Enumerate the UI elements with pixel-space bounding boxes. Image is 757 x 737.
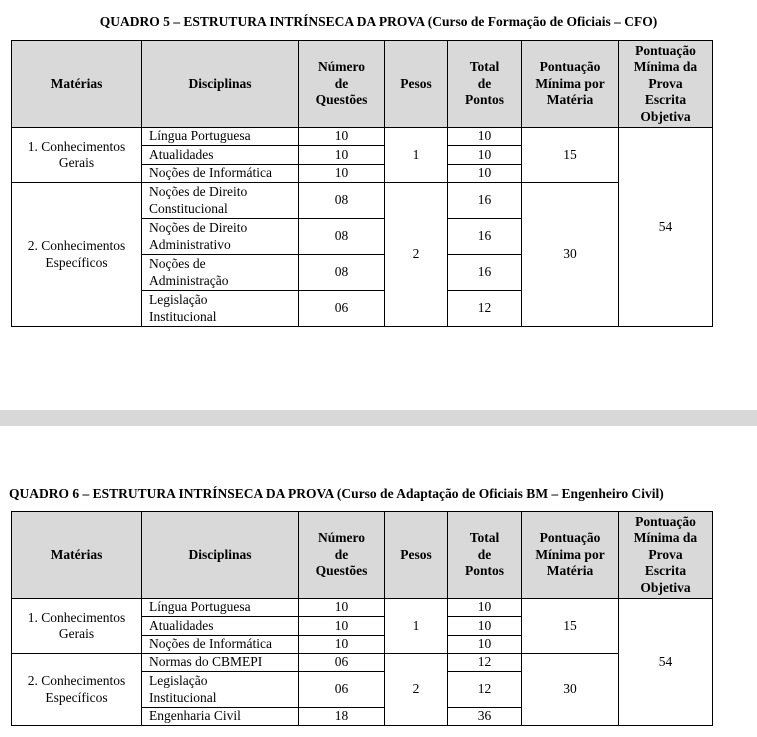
header-pontuacao-minima-materia: Pontuação Mínima por Matéria <box>522 512 619 599</box>
pontos-cell: 10 <box>448 599 522 617</box>
header-pontuacao-minima-materia: Pontuação Mínima por Matéria <box>522 41 619 128</box>
disciplina-cell: Normas do CBMEPI <box>142 654 299 672</box>
materia-cell: 2. Conhecimentos Específicos <box>12 654 142 726</box>
pontos-cell: 10 <box>448 146 522 165</box>
disciplina-cell: Noções de Informática <box>142 165 299 183</box>
questoes-cell: 10 <box>299 128 385 146</box>
pontos-cell: 16 <box>448 255 522 291</box>
materia-cell: 1. Conhecimentos Gerais <box>12 599 142 654</box>
page-quadro-6 <box>0 426 757 737</box>
pontuacao-prova-cell: 54 <box>619 128 713 327</box>
questoes-cell: 08 <box>299 183 385 219</box>
pontuacao-minima-cell: 15 <box>522 128 619 183</box>
header-row <box>12 512 713 599</box>
questoes-cell: 06 <box>299 654 385 672</box>
questoes-cell: 10 <box>299 599 385 617</box>
disciplina-cell: Atualidades <box>142 146 299 165</box>
header-materias: Matérias <box>12 41 142 128</box>
questoes-cell: 08 <box>299 219 385 255</box>
pontos-cell: 10 <box>448 617 522 636</box>
peso-cell: 2 <box>385 654 448 726</box>
quadro-5-table <box>11 40 713 327</box>
pontos-cell: 12 <box>448 672 522 708</box>
peso-cell: 1 <box>385 599 448 654</box>
pontuacao-minima-cell: 30 <box>522 654 619 726</box>
table-row <box>12 599 713 617</box>
pontos-cell: 10 <box>448 636 522 654</box>
questoes-cell: 10 <box>299 165 385 183</box>
questoes-cell: 18 <box>299 708 385 726</box>
peso-cell: 2 <box>385 183 448 327</box>
questoes-cell: 10 <box>299 636 385 654</box>
table-row <box>12 654 713 672</box>
header-pesos: Pesos <box>385 41 448 128</box>
quadro-5-title: QUADRO 5 – ESTRUTURA INTRÍNSECA DA PROVA (Curso de Formação de Oficiais – CFO) <box>99 14 658 29</box>
header-materias: Matérias <box>12 512 142 599</box>
pontos-cell: 16 <box>448 183 522 219</box>
disciplina-cell: Noções de Informática <box>142 636 299 654</box>
pontos-cell: 10 <box>448 128 522 146</box>
questoes-cell: 06 <box>299 291 385 327</box>
disciplina-cell: Noções de Direito Administrativo <box>142 219 299 255</box>
pontos-cell: 10 <box>448 165 522 183</box>
table-row <box>12 183 713 219</box>
pontuacao-prova-cell: 54 <box>619 599 713 726</box>
page-gap <box>0 410 757 426</box>
questoes-cell: 06 <box>299 672 385 708</box>
header-row <box>12 41 713 128</box>
header-total-pontos: Total de Pontos <box>448 41 522 128</box>
disciplina-cell: Legislação Institucional <box>142 291 299 327</box>
header-numero-questoes: Número de Questões <box>299 512 385 599</box>
questoes-cell: 08 <box>299 255 385 291</box>
questoes-cell: 10 <box>299 617 385 636</box>
disciplina-cell: Noções de Administração <box>142 255 299 291</box>
disciplina-cell: Engenharia Civil <box>142 708 299 726</box>
disciplina-cell: Legislação Institucional <box>142 672 299 708</box>
materia-cell: 2. Conhecimentos Específicos <box>12 183 142 327</box>
disciplina-cell: Língua Portuguesa <box>142 128 299 146</box>
pontos-cell: 12 <box>448 654 522 672</box>
pontos-cell: 16 <box>448 219 522 255</box>
header-pontuacao-minima-prova: Pontuação Mínima da Prova Escrita Objetiva <box>619 512 713 599</box>
peso-cell: 1 <box>385 128 448 183</box>
quadro-6-table <box>11 511 713 726</box>
header-numero-questoes: Número de Questões <box>299 41 385 128</box>
header-disciplinas: Disciplinas <box>142 41 299 128</box>
pontos-cell: 36 <box>448 708 522 726</box>
pontuacao-minima-cell: 30 <box>522 183 619 327</box>
pontuacao-minima-cell: 15 <box>522 599 619 654</box>
header-disciplinas: Disciplinas <box>142 512 299 599</box>
table-row <box>12 128 713 146</box>
header-pesos: Pesos <box>385 512 448 599</box>
materia-cell: 1. Conhecimentos Gerais <box>12 128 142 183</box>
header-total-pontos: Total de Pontos <box>448 512 522 599</box>
disciplina-cell: Língua Portuguesa <box>142 599 299 617</box>
quadro-6-title: QUADRO 6 – ESTRUTURA INTRÍNSECA DA PROVA (Curso de Adaptação de Oficiais BM – Engenheiro Civil) <box>9 486 664 501</box>
pontos-cell: 12 <box>448 291 522 327</box>
disciplina-cell: Noções de Direito Constitucional <box>142 183 299 219</box>
header-pontuacao-minima-prova: Pontuação Mínima da Prova Escrita Objetiva <box>619 41 713 128</box>
questoes-cell: 10 <box>299 146 385 165</box>
disciplina-cell: Atualidades <box>142 617 299 636</box>
